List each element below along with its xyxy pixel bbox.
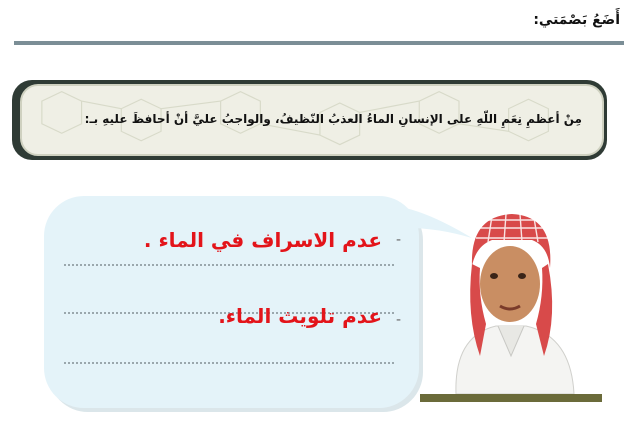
prompt-text: مِنْ أعظمِ نِعَمِ اللّهِ على الإنسانِ الماءُ العذبُ النّظيفُ، والواجبُ عليَّ أنْ أحافظَ عليهِ بـ: — [84, 112, 582, 126]
answer-dash-2: - — [396, 312, 402, 328]
answer-text-1: عدم الاسراف في الماء . — [143, 228, 382, 252]
answer-dash-1: - — [396, 232, 402, 248]
answer-line-3 — [64, 362, 394, 364]
illustration-base — [420, 394, 602, 402]
section-title: أَضَعُ بَصْمَتي: — [533, 12, 620, 28]
answer-line-1 — [64, 264, 394, 266]
prompt-banner — [20, 84, 604, 156]
answer-text-2: عدم تلويث الماء. — [218, 304, 382, 328]
title-underline — [14, 41, 624, 45]
boy-illustration — [436, 206, 586, 394]
